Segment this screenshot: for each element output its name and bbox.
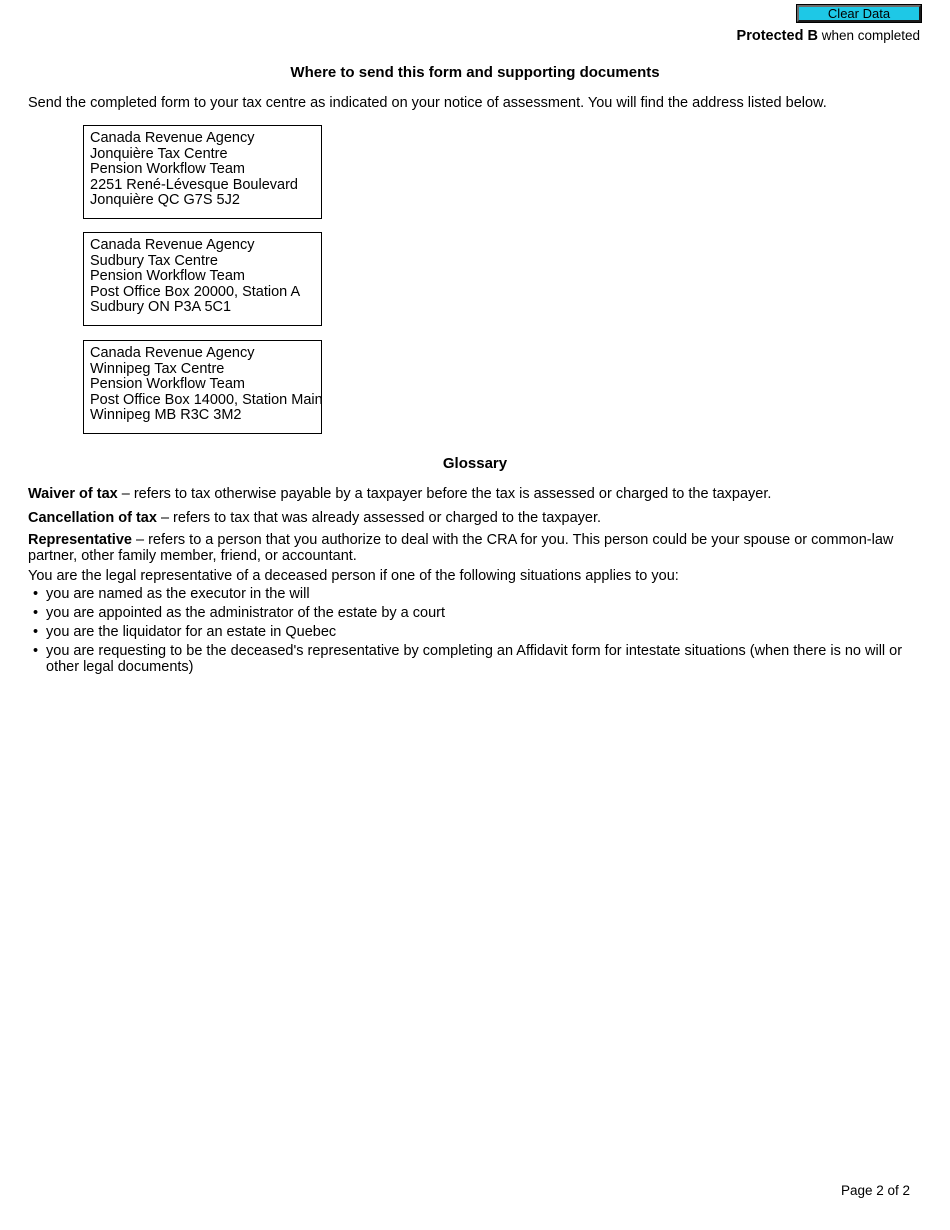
glossary-term: Representative: [28, 532, 132, 548]
glossary-entry-cancellation: [28, 510, 923, 526]
clear-data-button[interactable]: Clear Data: [797, 5, 921, 22]
legal-rep-situations-list: [28, 586, 923, 678]
protected-level: Protected B: [736, 28, 818, 44]
glossary-title: Glossary: [442, 455, 508, 472]
list-item: • you are requesting to be the deceased's representative by completing an Affidavit form for intestate situations (when there is no will or other legal documents): [28, 643, 923, 675]
list-item: • you are appointed as the administrator of the estate by a court: [28, 605, 923, 621]
send-intro-text: Send the completed form to your tax centre as indicated on your notice of assessment. You will find the address listed below.: [28, 95, 827, 111]
legal-rep-intro: You are the legal representative of a deceased person if one of the following situations applies to you:: [28, 568, 679, 584]
glossary-definition: – refers to tax that was already assessed or charged to the taxpayer.: [156, 510, 602, 526]
glossary-entry-waiver: [28, 486, 923, 502]
glossary-term: Cancellation of tax: [28, 510, 157, 526]
protected-note: when completed: [817, 28, 920, 43]
address-box-winnipeg: [83, 340, 322, 434]
address-line: Sudbury Tax Centre: [90, 252, 218, 269]
glossary-definition: – refers to a person that you authorize to deal with the CRA for you. This person could be your spouse or common-law partner, other family member, friend, or accountant.: [28, 532, 894, 564]
address-line: Pension Workflow Team: [90, 161, 246, 177]
protected-b-label: [737, 28, 920, 44]
send-section-title: Where to send this form and supporting documents: [290, 64, 660, 81]
address-line: Winnipeg Tax Centre: [90, 360, 225, 377]
list-item: • you are named as the executor in the will: [28, 586, 923, 602]
address-box-jonquiere: [83, 125, 322, 219]
list-item: • you are the liquidator for an estate in Quebec: [28, 624, 923, 640]
page-number: Page 2 of 2: [840, 1183, 910, 1198]
glossary-term: Waiver of tax: [28, 486, 118, 502]
address-line: Post Office Box 14000, Station Main: [90, 391, 323, 408]
address-line: Jonquière QC G7S 5J2: [90, 192, 240, 208]
address-line: Jonquière Tax Centre: [90, 145, 228, 162]
address-line: Canada Revenue Agency: [90, 237, 255, 253]
address-line: 2251 René-Lévesque Boulevard: [90, 176, 298, 193]
address-line: Pension Workflow Team: [90, 376, 246, 392]
address-line: Canada Revenue Agency: [90, 345, 255, 361]
address-box-sudbury: [83, 232, 322, 326]
address-line: Post Office Box 20000, Station A: [90, 283, 301, 300]
address-line: Sudbury ON P3A 5C1: [90, 299, 232, 315]
address-line: Winnipeg MB R3C 3M2: [90, 407, 242, 423]
address-line: Pension Workflow Team: [90, 268, 246, 284]
address-line: Canada Revenue Agency: [90, 130, 255, 146]
glossary-definition: – refers to tax otherwise payable by a taxpayer before the tax is assessed or charged to the taxpayer.: [117, 486, 772, 502]
glossary-entry-representative: [28, 532, 923, 564]
